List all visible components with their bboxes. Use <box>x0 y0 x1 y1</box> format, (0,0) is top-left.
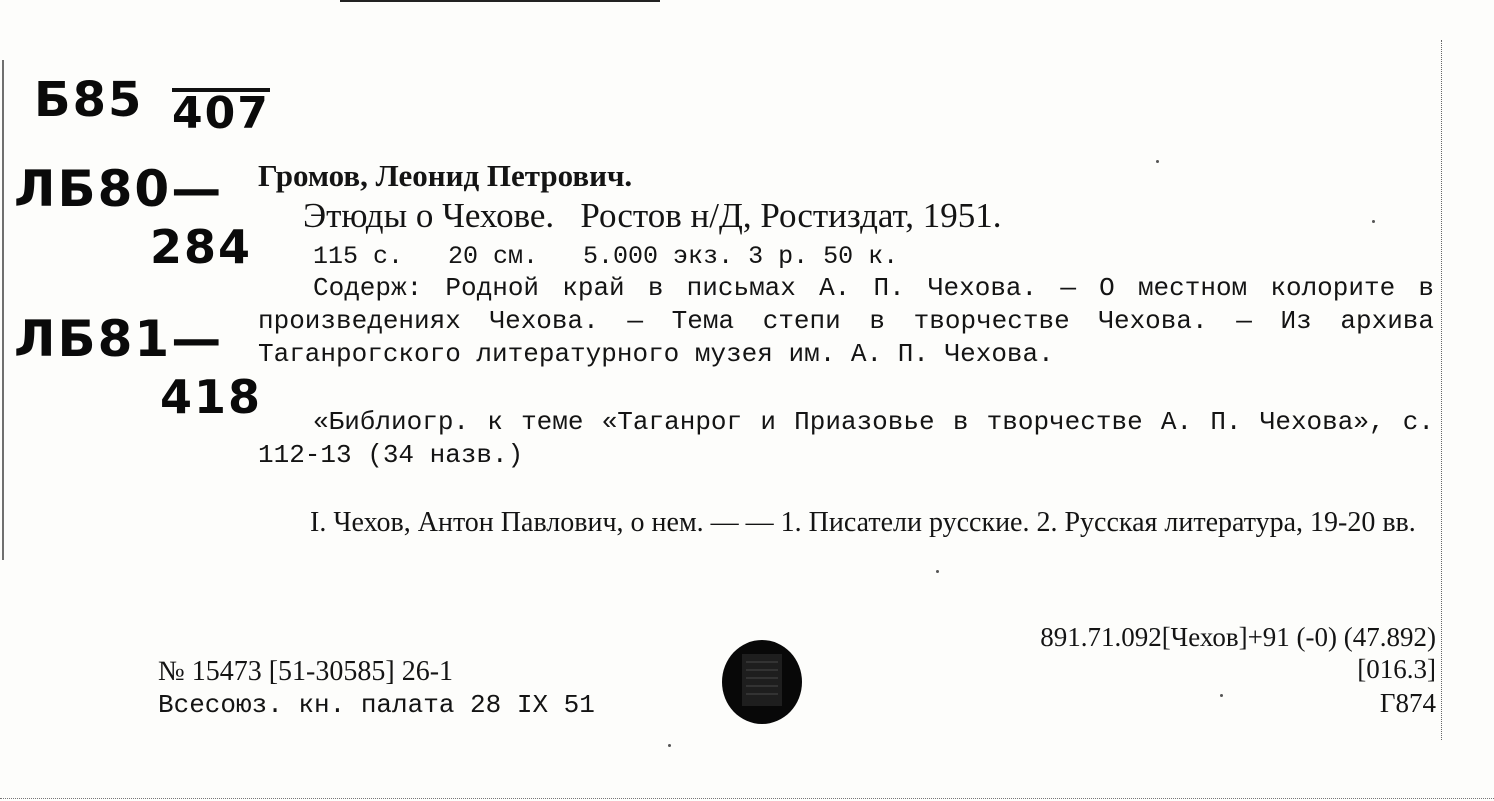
author-mark: Г874 <box>1379 688 1436 718</box>
udc-classification: 891.71.092[Чехов]+91 (-0) (47.892) <box>1040 622 1436 652</box>
paper-speck <box>936 570 939 573</box>
handwritten-mark-1-sub: 284 <box>150 220 253 274</box>
author-heading: Громов, Леонид Петрович. <box>258 158 633 193</box>
paper-speck <box>668 744 671 747</box>
handwritten-mark-2: ЛБ81— <box>14 310 224 368</box>
contents-note: Содерж: Родной край в письмах А. П. Чехова. — О местном колорите в произведениях Чехова. — Тема степи в творчестве Чехова. — Из архива Таганрогского литературного музея им. А. П. Чехова. <box>258 273 1434 369</box>
handwritten-mark-2-sub: 418 <box>160 370 263 424</box>
round-ink-stamp-icon <box>720 636 804 726</box>
handwritten-shelf-mark: Б85 <box>34 72 144 128</box>
paper-speck <box>1220 694 1223 697</box>
physical-description: 115 с. 20 см. 5.000 экз. 3 р. 50 к. <box>313 242 899 271</box>
card-right-edge <box>1440 40 1442 740</box>
bibliography-note: «Библиогр. к теме «Таганрог и Приазовье в творчестве А. П. Чехова», с. 112-13 (34 назв.) <box>258 407 1434 470</box>
handwritten-shelf-mark-sub: 407 <box>172 88 270 139</box>
card-bottom-edge <box>0 797 1494 799</box>
book-chamber-imprint: Всесоюз. кн. палата 28 IX 51 <box>158 690 595 720</box>
paper-speck <box>1372 220 1375 223</box>
card-left-edge <box>2 60 4 560</box>
title-imprint: Этюды о Чехове. Ростов н/Д, Ростиздат, 1951. <box>303 196 1002 235</box>
card-number: № 15473 [51-30585] 26-1 <box>158 656 454 687</box>
paper-speck <box>1156 160 1159 163</box>
subject-tracings: I. Чехов, Антон Павлович, о нем. — — 1. Писатели русские. 2. Русская литература, 19-20 вв. <box>310 507 1416 538</box>
classification-code: [016.3] <box>1357 654 1436 684</box>
handwritten-mark-1: ЛБ80— <box>14 160 224 218</box>
card-top-edge <box>340 0 660 2</box>
